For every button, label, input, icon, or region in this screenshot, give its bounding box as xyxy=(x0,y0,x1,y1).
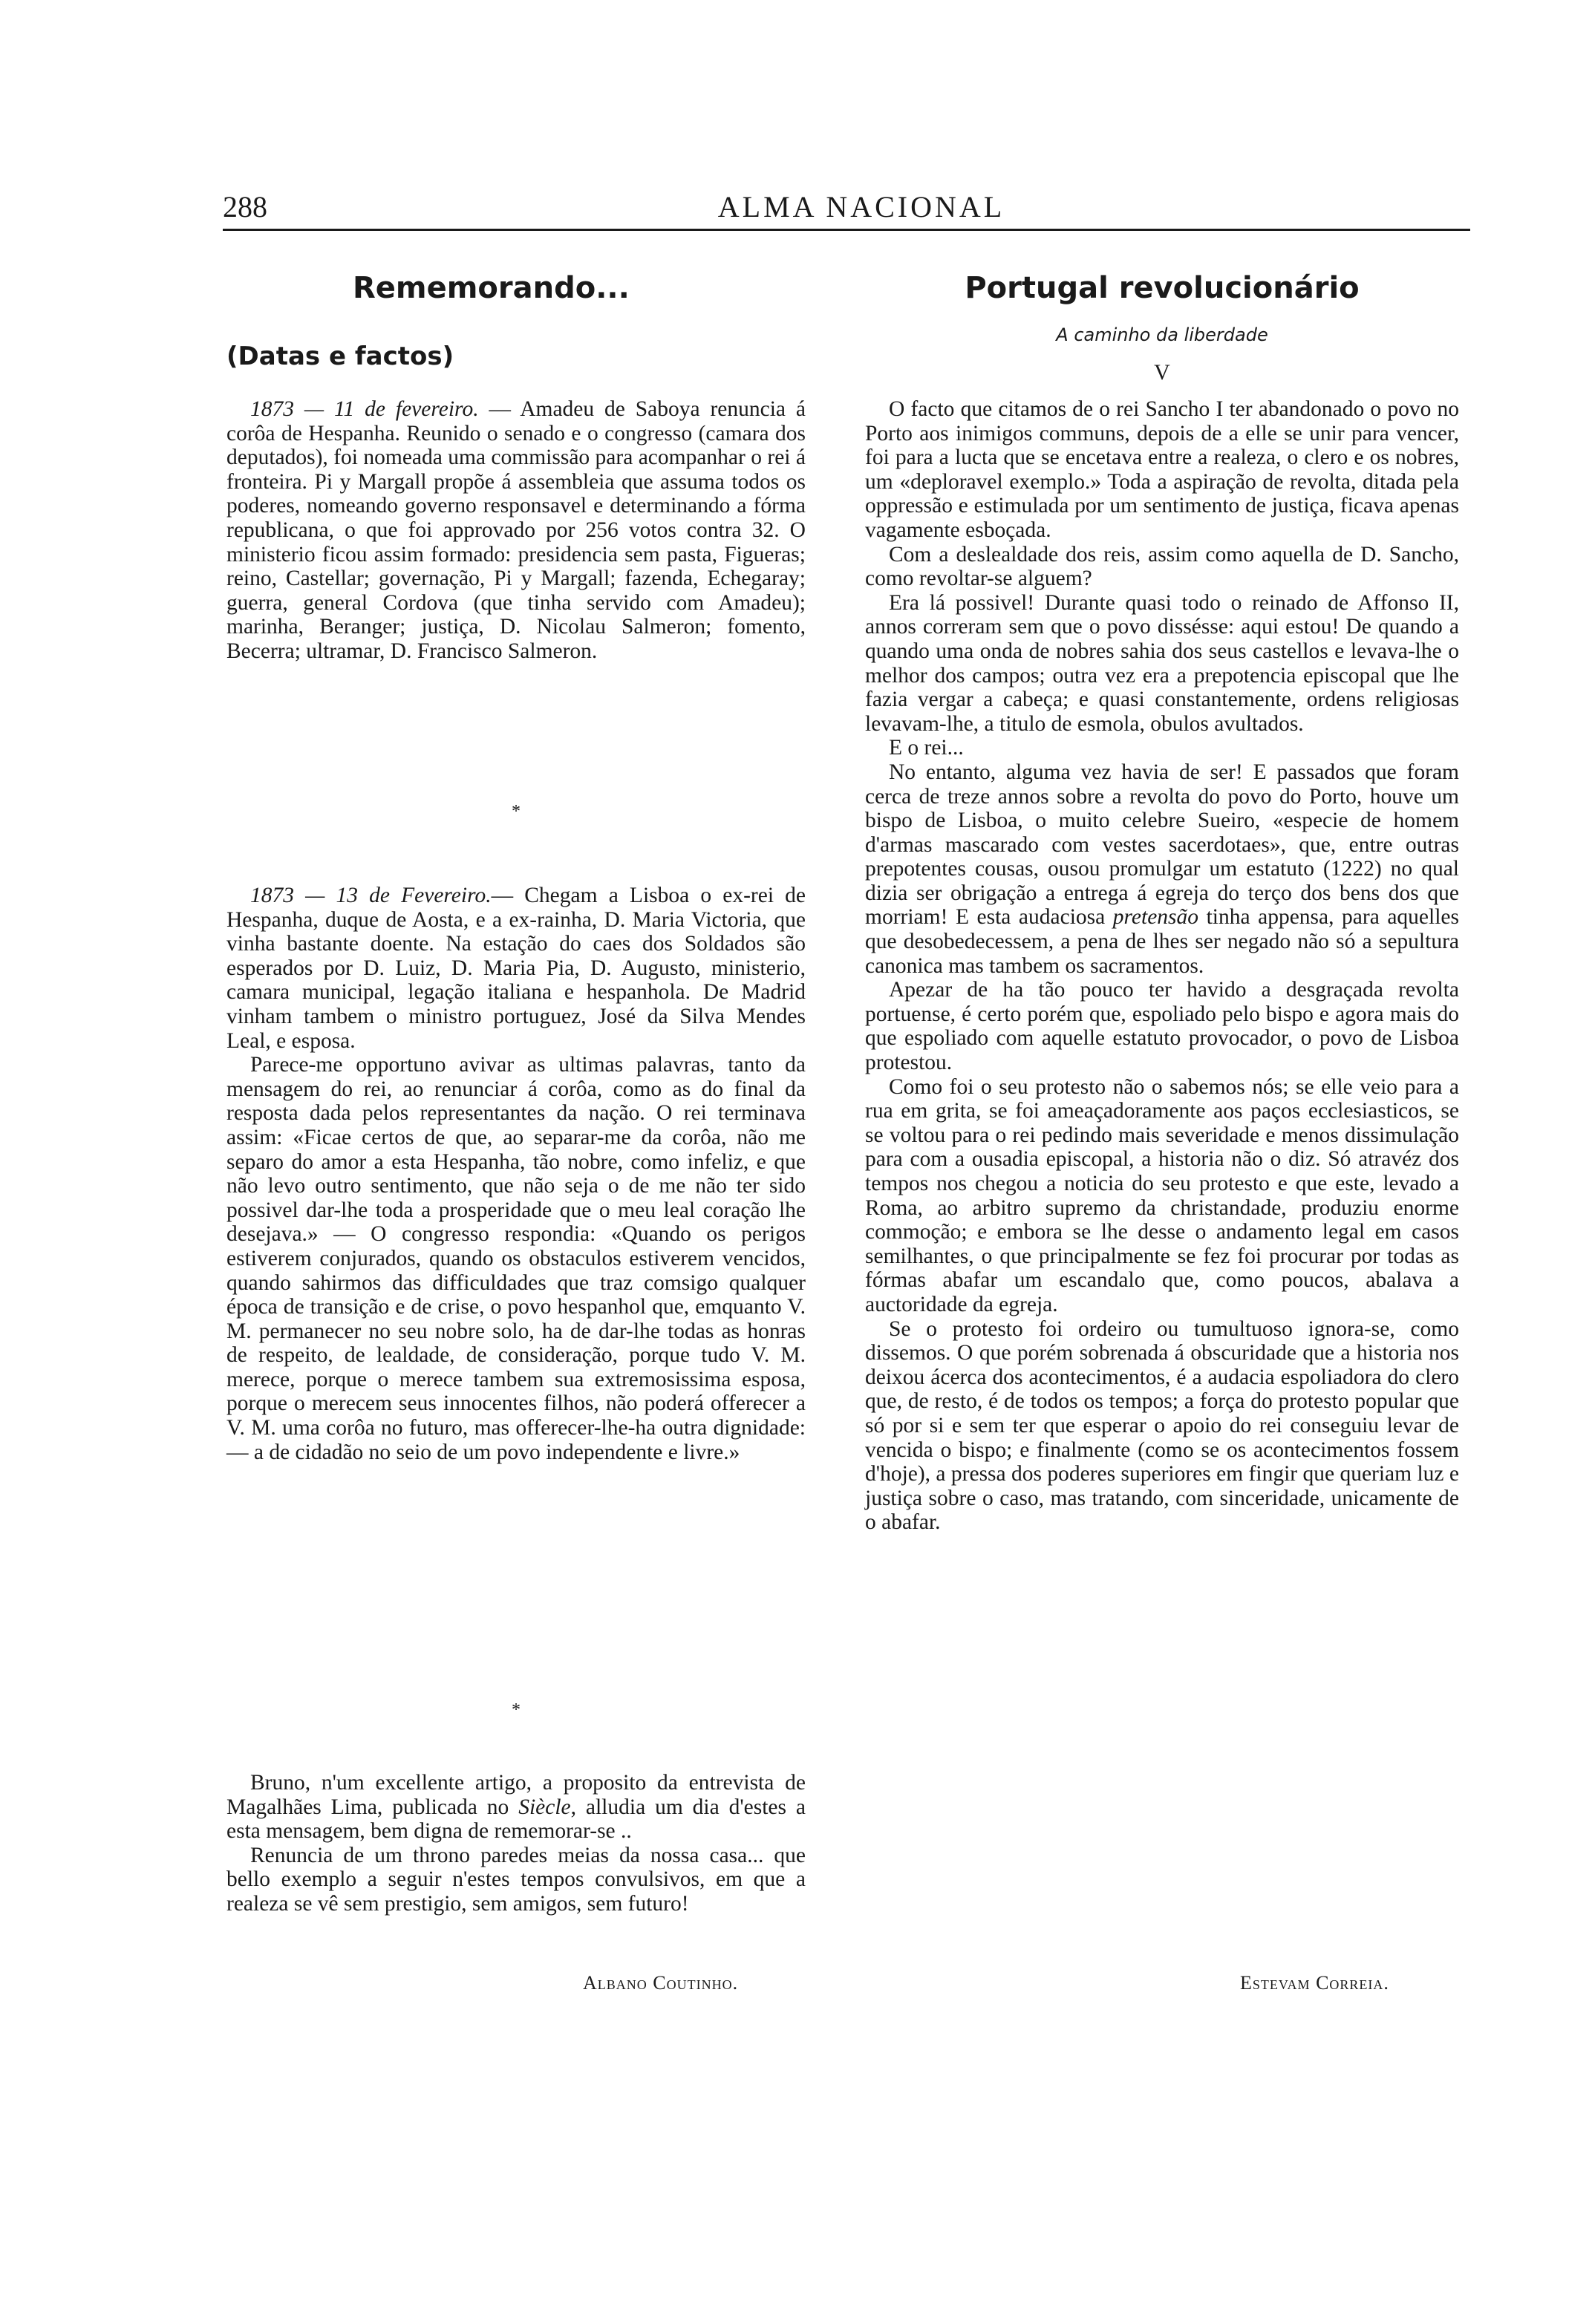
separator-asterisk: * xyxy=(512,1700,521,1720)
paragraph-italic: pretensão xyxy=(1112,905,1199,930)
entry-3-text: Bruno, n'um excellente artigo, a proposito da entrevista de Magalhães Lima, publicada no xyxy=(226,1771,806,1819)
right-article-body xyxy=(865,397,1459,1535)
page-header xyxy=(223,189,1470,226)
paragraph: Se o protesto foi ordeiro ou tumultuoso ignora-se, como dissemos. O que porém sobrenada á obscuridade que a historia nos deixou ácerca dos acontecimentos, é a audacia espoliadora do clero que, de resto, é de todos os tempos; a força do protesto popular que só por si e sem ter que esperar o apoio do rei conseguiu levar de vencida o bispo; e finalmente (como se os acontecimentos fossem d'hoje), a pressa dos poderes superiores em fingir que queriam luz e justiça sobre o caso, mas tratando, com sinceridade, unicamente de o abafar. xyxy=(865,1316,1459,1535)
entry-3-italic: Siècle xyxy=(518,1795,571,1819)
entry-3 xyxy=(226,1771,806,1916)
journal-title: ALMA NACIONAL xyxy=(717,190,1005,223)
entry-3-paragraph: Renuncia de um throno paredes meias da nossa casa... que bello exemplo a seguir n'estes tempos convulsivos, em que a realeza se vê sem prestigio, sem amigos, sem futuro! xyxy=(226,1843,806,1916)
separator-asterisk: * xyxy=(512,802,521,821)
header-rule xyxy=(223,229,1470,231)
right-article-title: Portugal revolucionário xyxy=(965,271,1360,305)
page-number: 288 xyxy=(223,190,267,223)
section-numeral: V xyxy=(1154,360,1170,385)
entry-3-text-end: , alludia um dia d'estes a esta mensagem, bem digna de rememorar-se .. xyxy=(226,1795,806,1844)
paragraph-text: No entanto, alguma vez havia de ser! E passados que foram cerca de treze annos sobre a revolta do povo do Porto, houve um bispo de Lisboa, o muito celebre Sueiro, «especie de homem d'armas mascarado com vestes sacerdotaes», que, entre outras prepotentes cousas, ousou promulgar um estatuto (1222) no qual dizia ser obrigação a entrega á egreja do terço dos bens dos que morriam! E esta audaciosa xyxy=(865,760,1459,930)
paragraph: Com a deslealdade dos reis, assim como aquella de D. Sancho, como revoltar-se alguem? xyxy=(865,542,1459,591)
paragraph: Apezar de ha tão pouco ter havido a desgraçada revolta portuense, é certo porém que, espoliado pelo bispo e agora mais do que espoliado com aquelle estatuto provocador, o povo de Lisboa protestou. xyxy=(865,978,1459,1075)
paragraph: Como foi o seu protesto não o sabemos nós; se elle veio para a rua em grita, se foi ameaçadoramente aos paços ecclesiasticos, se se voltou para o rei pedindo mais severidade e menos dissimulação para com a ousadia episcopal, a historia não o diz. Só atravéz dos tempos nos chegou a noticia do seu protesto e que este, levado a Roma, ao arbitro supremo da christandade, produziu enorme commoção; e embora se lhe desse o andamento legal em casos semilhantes, o que principalmente se fez foi procurar por todas as fórmas abafar um escandalo que, como poucos, abalava a auctoridade da egreja. xyxy=(865,1074,1459,1316)
paragraph: O facto que citamos de o rei Sancho I ter abandonado o povo no Porto aos inimigos communs, depois de a elle se unir para vencer, foi para a lucta que se encetava entre a realeza, o clero e os nobres, um «deploravel exemplo.» Toda a aspiração de revolta, ditada pela oppressão e estimulada por um sentimento de justiça, ficava apenas vagamente esboçada. xyxy=(865,397,1459,542)
entry-2-paragraph: Parece-me opportuno avivar as ultimas palavras, tanto da mensagem do rei, ao renunciar á corôa, como as do final da resposta dada pelos representantes da nação. O rei terminava assim: «Ficae certos de que, ao separar-me da corôa, não me separo do amor a esta Hespanha, tão nobre, como infeliz, e que não levo outro sentimento, que não seja o de me não ter sido possivel dar-lhe toda a prosperidade que o meu leal coração lhe desejava.» — O congresso respondia: «Quando os perigos estiverem conjurados, quando os obstaculos estiverem vencidos, quando sahirmos das difficuldades que traz comsigo qualquer época de transição e de crise, o povo hespanhol que, emquanto V. M. permanecer no seu nobre solo, ha de dar-lhe todas as honras de respeito, de lealdade, de consideração, porque tudo V. M. merece, porque o merece tambem sua extremosissima esposa, porque o merecem seus innocentes filhos, não poderá offerecer a V. M. uma corôa no futuro, mas offerecer-lhe-ha outra dignidade: — a de cidadão no seio de um povo independente e livre.» xyxy=(226,1053,806,1464)
left-article-subtitle: (Datas e factos) xyxy=(226,342,454,371)
paragraph-text-end: tinha appensa, para aquelles que desobedecessem, a pena de lhes ser negado não só a sepultura canonica mas tambem os sacramentos. xyxy=(865,905,1459,978)
left-signature: Albano Coutinho. xyxy=(583,1972,739,1994)
right-article-kicker: A caminho da liberdade xyxy=(1056,324,1268,345)
entry-2-text: — Chegam a Lisboa o ex-rei de Hespanha, duque de Aosta, e a ex-rainha, D. Maria Victoria, que vinha bastante doente. Na estação do caes dos Soldados são esperados por D. Luiz, D. Maria Pia, D. Augusto, ministerio, camara municipal, legação italiana e hespanhola. De Madrid vinham tambem o ministro portuguez, José da Silva Mendes Leal, e esposa. xyxy=(226,884,806,1053)
paragraph: Era lá possivel! Durante quasi todo o reinado de Affonso II, annos correram sem que o povo dissésse: aqui estou! De quando a quando uma onda de nobres sahia dos seus castellos e levava-lhe o melhor dos campos; outra vez era a prepotencia episcopal que lhe fazia vergar a cabeça; e quasi constantemente, ordens religiosas levavam-lhe, a titulo de esmola, obulos avultados. xyxy=(865,590,1459,736)
entry-2 xyxy=(226,884,806,1464)
entry-1-date: 1873 — 11 de fevereiro. xyxy=(250,397,479,421)
right-signature: Estevam Correia. xyxy=(1240,1972,1389,1994)
entry-2-date: 1873 — 13 de Fevereiro. xyxy=(250,884,492,907)
paragraph xyxy=(865,760,1459,978)
entry-1 xyxy=(226,397,806,664)
paragraph: E o rei... xyxy=(889,736,964,760)
entry-1-text: — Amadeu de Saboya renuncia á corôa de Hespanha. Reunido o senado e o congresso (camara dos deputados), foi nomeada uma commissão para acompanhar o rei á fronteira. Pi y Margall propõe á assembleia que assuma todos os poderes, nomeando governo responsavel e determinando a fórma republicana, o que foi approvado por 256 votos contra 32. O ministerio ficou assim formado: presidencia sem pasta, Figueras; reino, Castellar; governação, Pi y Margall; fazenda, Echegaray; guerra, general Cordova (que tinha servido com Amadeu); marinha, Beranger; justiça, D. Nicolau Salmeron; fomento, Becerra; ultramar, D. Francisco Salmeron. xyxy=(226,397,806,663)
left-article-title: Rememorando... xyxy=(353,271,630,305)
